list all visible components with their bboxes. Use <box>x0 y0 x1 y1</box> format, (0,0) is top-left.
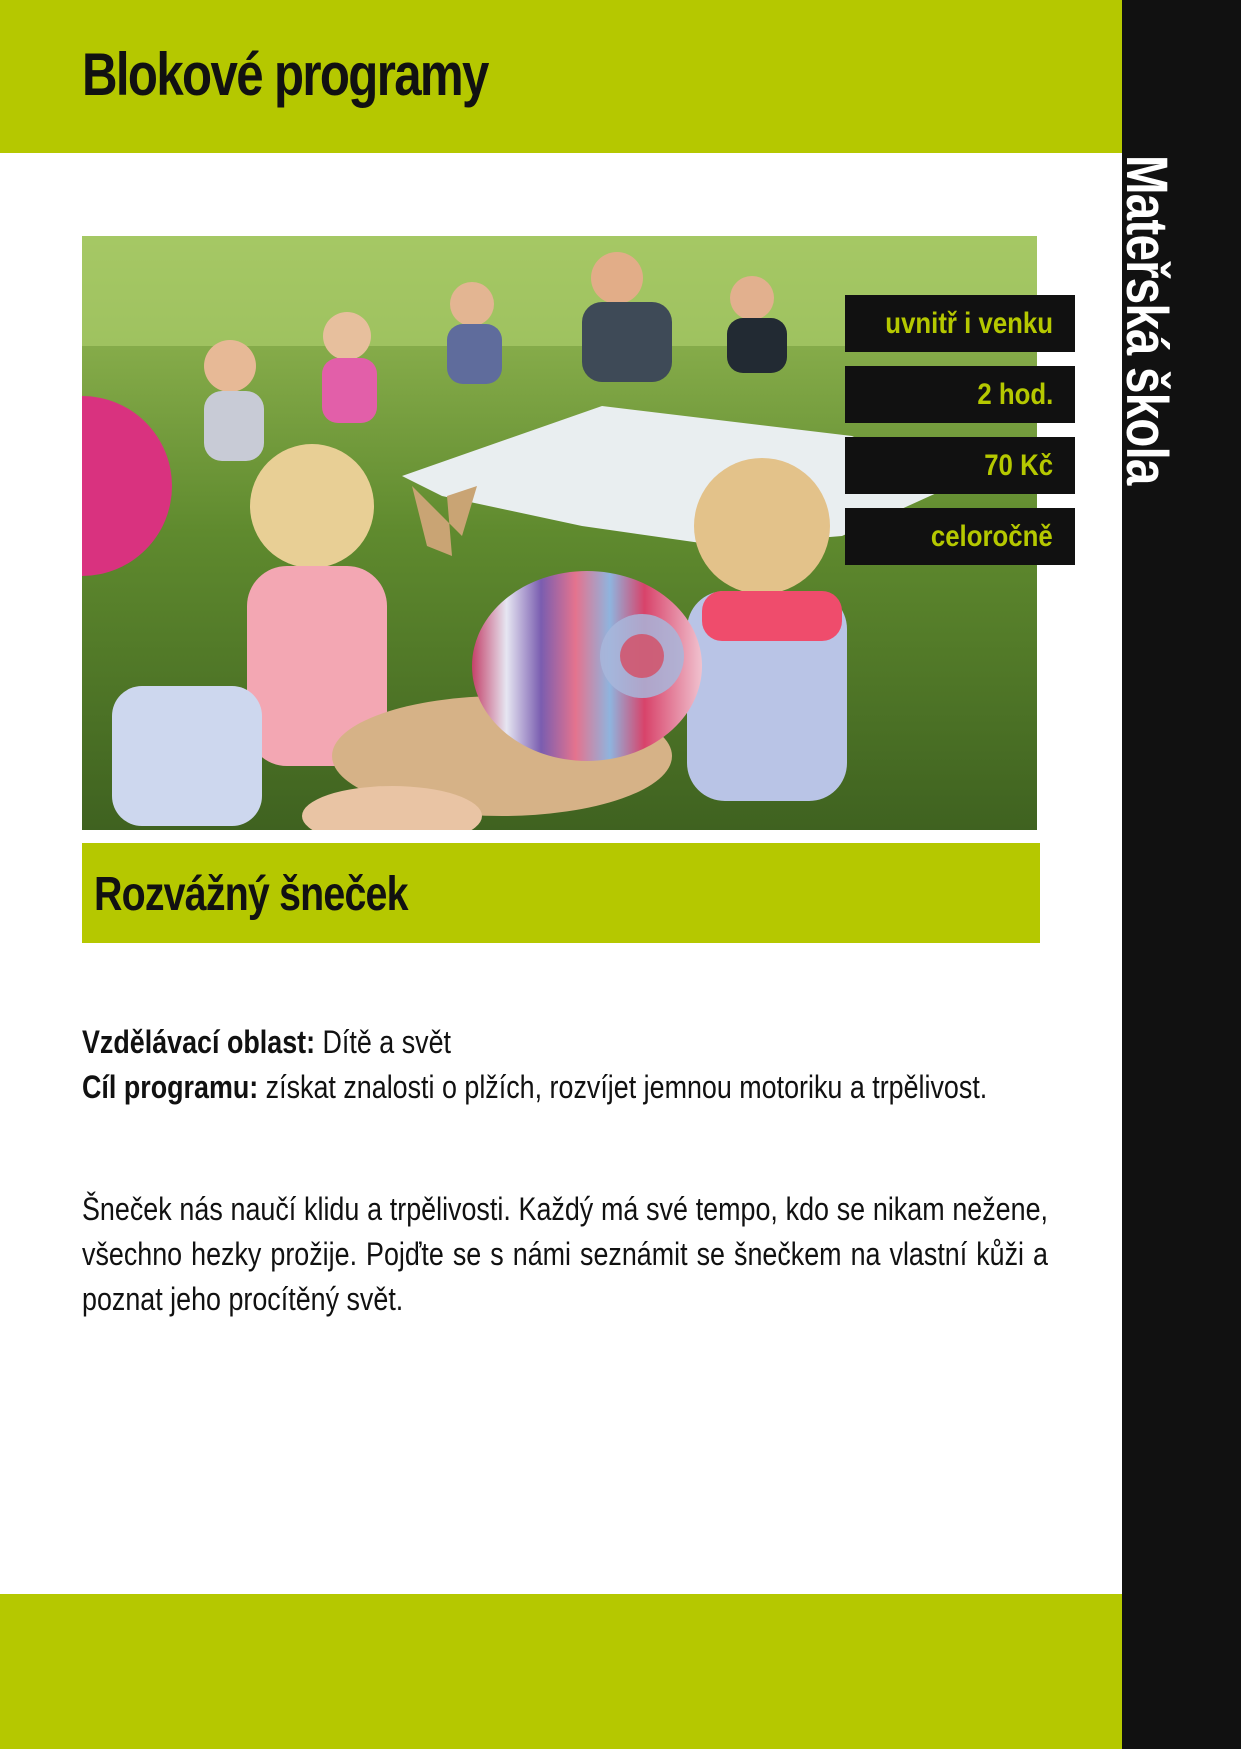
goal-line <box>82 1065 988 1110</box>
program-title: Rozvážný šneček <box>94 868 408 921</box>
program-meta <box>82 1020 1042 1110</box>
side-label: Mateřská škola <box>1114 155 1179 485</box>
program-description: Šneček nás naučí klidu a trpělivosti. Každý má své tempo, kdo se nikam nežene, všechno hezky prožije. Pojďte se s námi seznámit se šnečkem na vlastní kůži a poznat jeho procítěný svět. <box>82 1191 1048 1317</box>
tag-price: 70 Kč <box>845 437 1075 494</box>
header-band <box>0 0 1122 153</box>
goal-value: získat znalosti o plžích, rozvíjet jemnou motoriku a trpělivost. <box>258 1069 988 1105</box>
area-line <box>82 1020 888 1065</box>
tag-duration: 2 hod. <box>845 366 1075 423</box>
footer-band <box>0 1594 1122 1749</box>
girl-hair <box>250 444 374 568</box>
tag-location: uvnitř i venku <box>845 295 1075 352</box>
area-label: Vzdělávací oblast: <box>82 1024 316 1060</box>
program-title-band <box>82 843 1040 943</box>
goal-label: Cíl programu: <box>82 1069 259 1105</box>
page-title: Blokové programy <box>82 41 488 108</box>
tag-season: celoročně <box>845 508 1075 565</box>
area-value: Dítě a svět <box>315 1024 451 1060</box>
